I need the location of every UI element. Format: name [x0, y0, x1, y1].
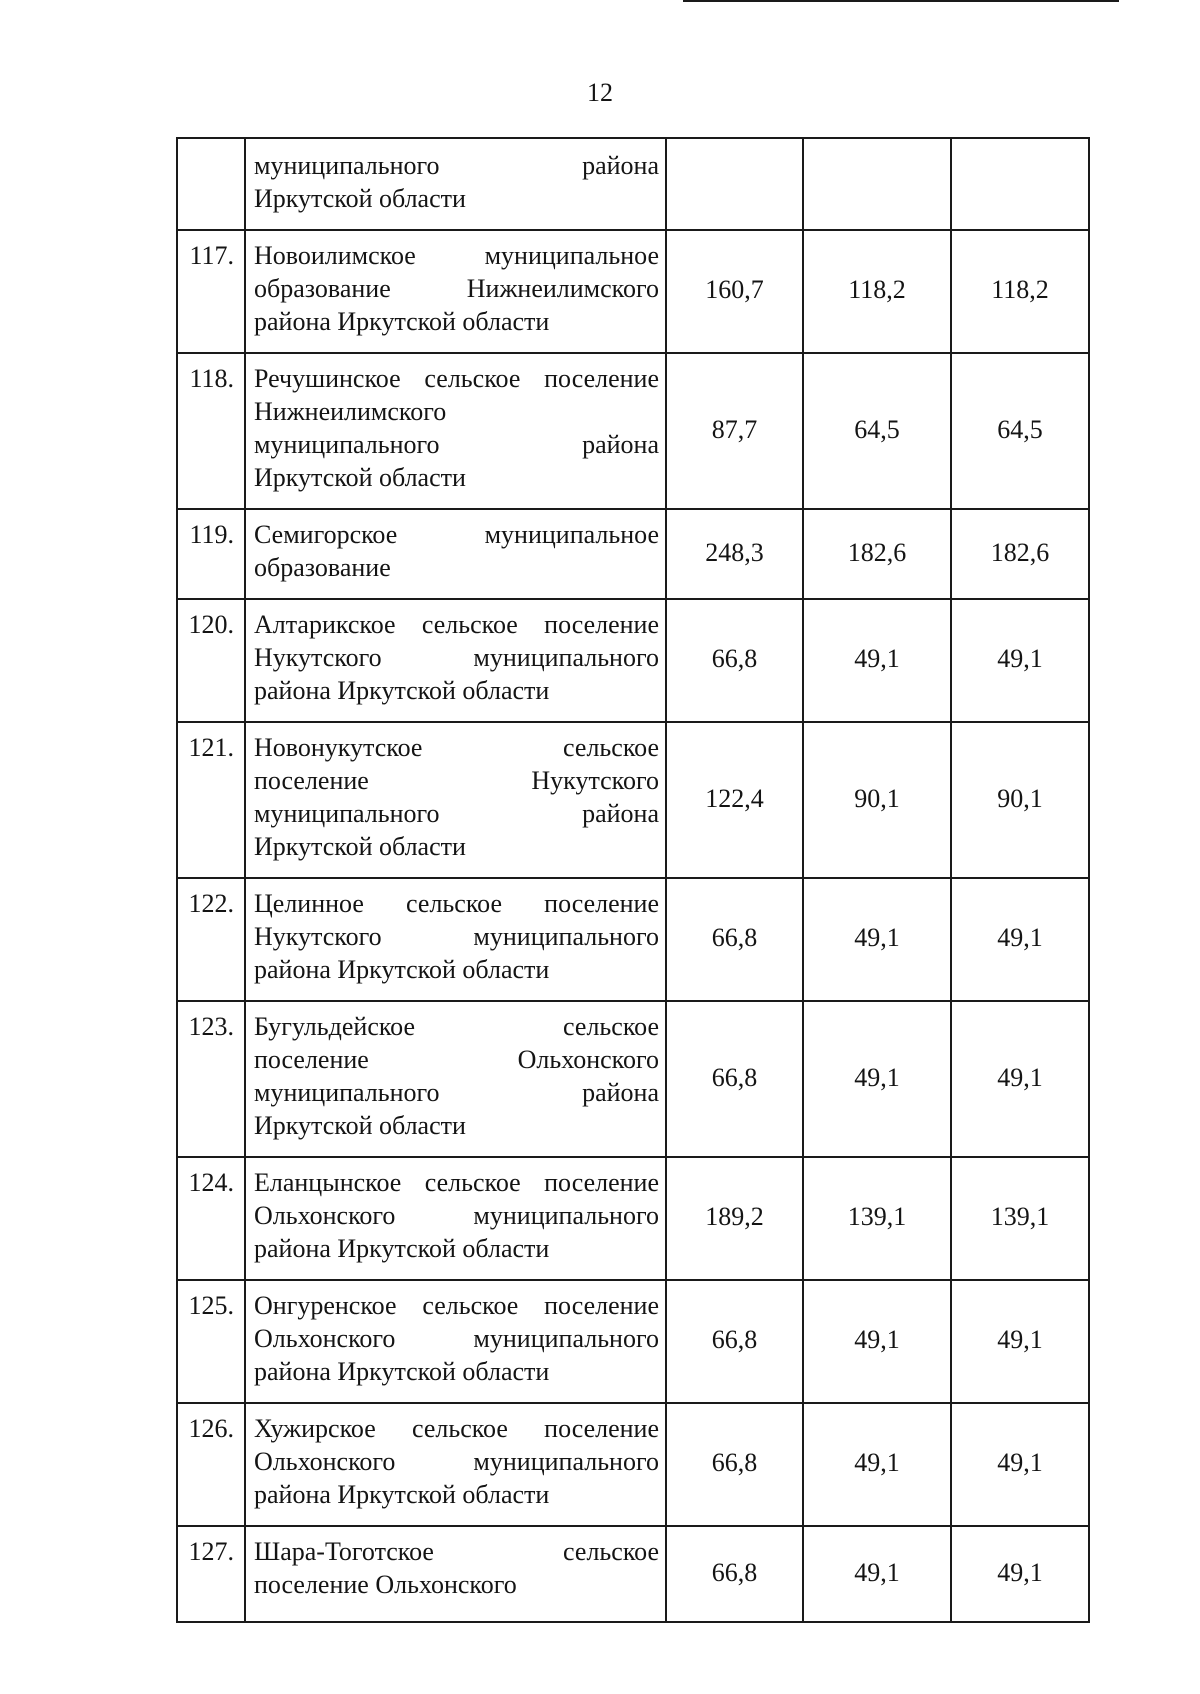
- row-number: 127.: [177, 1526, 245, 1622]
- row-number: 123.: [177, 1001, 245, 1157]
- table-row: [177, 353, 1089, 509]
- municipality-name: [245, 599, 666, 722]
- municipality-name: [245, 878, 666, 1001]
- page-number: 12: [587, 78, 613, 107]
- value-cell-1: 66,8: [666, 878, 803, 1001]
- name-line: поселение Ольхонского: [254, 1570, 517, 1599]
- name-line: муниципального района: [254, 799, 659, 828]
- name-line: Нукутского муниципального: [254, 643, 659, 672]
- name-line: Ольхонского муниципального: [254, 1324, 659, 1353]
- name-line: Онгуренское сельское поселение: [254, 1291, 659, 1320]
- name-line: Иркутской области: [254, 463, 466, 492]
- name-line: образование Нижнеилимского: [254, 274, 659, 303]
- name-line: Нукутского муниципального: [254, 922, 659, 951]
- name-line: района Иркутской области: [254, 676, 550, 705]
- name-line: Бугульдейское сельское: [254, 1012, 659, 1041]
- value-cell-1: 160,7: [666, 230, 803, 353]
- name-line: Нижнеилимского: [254, 397, 447, 426]
- name-line: Хужирское сельское поселение: [254, 1414, 659, 1443]
- municipality-name: [245, 353, 666, 509]
- name-line: Иркутской области: [254, 184, 466, 213]
- value-cell-2: 49,1: [803, 599, 951, 722]
- name-line: Алтарикское сельское поселение: [254, 610, 659, 639]
- value-cell-1: 66,8: [666, 599, 803, 722]
- name-line: района Иркутской области: [254, 1357, 550, 1386]
- value-cell-3: 64,5: [951, 353, 1089, 509]
- value-cell-3: 49,1: [951, 1403, 1089, 1526]
- table-row: [177, 599, 1089, 722]
- name-line: муниципального района: [254, 1078, 659, 1107]
- row-number: 120.: [177, 599, 245, 722]
- municipality-name: [245, 1001, 666, 1157]
- municipality-name: [245, 1280, 666, 1403]
- table-row: [177, 722, 1089, 878]
- header-rule: [683, 0, 1119, 2]
- row-number: 125.: [177, 1280, 245, 1403]
- value-cell-2: 49,1: [803, 1403, 951, 1526]
- table-row: [177, 138, 1089, 230]
- value-cell-1: 66,8: [666, 1526, 803, 1622]
- row-number: 119.: [177, 509, 245, 599]
- table-row: [177, 1403, 1089, 1526]
- name-line: образование: [254, 553, 391, 582]
- value-cell-3: [951, 138, 1089, 230]
- value-cell-2: 90,1: [803, 722, 951, 878]
- name-line: Целинное сельское поселение: [254, 889, 659, 918]
- value-cell-2: 182,6: [803, 509, 951, 599]
- row-number: 121.: [177, 722, 245, 878]
- value-cell-1: 189,2: [666, 1157, 803, 1280]
- value-cell-1: 66,8: [666, 1403, 803, 1526]
- value-cell-3: 49,1: [951, 1001, 1089, 1157]
- municipality-name: [245, 138, 666, 230]
- name-line: Новоилимское муниципальное: [254, 241, 659, 270]
- value-cell-3: 49,1: [951, 1526, 1089, 1622]
- name-line: Ольхонского муниципального: [254, 1201, 659, 1230]
- name-line: Еланцынское сельское поселение: [254, 1168, 659, 1197]
- name-line: муниципального района: [254, 430, 659, 459]
- name-line: района Иркутской области: [254, 307, 550, 336]
- value-cell-3: 90,1: [951, 722, 1089, 878]
- row-number: [177, 138, 245, 230]
- value-cell-3: 49,1: [951, 599, 1089, 722]
- name-line: района Иркутской области: [254, 1234, 550, 1263]
- value-cell-3: 49,1: [951, 1280, 1089, 1403]
- name-line: Ольхонского муниципального: [254, 1447, 659, 1476]
- value-cell-3: 49,1: [951, 878, 1089, 1001]
- value-cell-1: 66,8: [666, 1001, 803, 1157]
- value-cell-1: [666, 138, 803, 230]
- name-line: Речушинское сельское поселение: [254, 364, 659, 393]
- value-cell-3: 118,2: [951, 230, 1089, 353]
- row-number: 126.: [177, 1403, 245, 1526]
- name-line: Новонукутское сельское: [254, 733, 659, 762]
- value-cell-1: 248,3: [666, 509, 803, 599]
- value-cell-1: 87,7: [666, 353, 803, 509]
- municipality-name: [245, 1403, 666, 1526]
- row-number: 122.: [177, 878, 245, 1001]
- value-cell-3: 182,6: [951, 509, 1089, 599]
- value-cell-1: 66,8: [666, 1280, 803, 1403]
- table-row: [177, 509, 1089, 599]
- name-line: Шара-Тоготское сельское: [254, 1537, 659, 1566]
- row-number: 117.: [177, 230, 245, 353]
- value-cell-3: 139,1: [951, 1157, 1089, 1280]
- allocation-table: [176, 137, 1090, 1623]
- table-row: [177, 1157, 1089, 1280]
- name-line: поселение Ольхонского: [254, 1045, 659, 1074]
- value-cell-2: 64,5: [803, 353, 951, 509]
- municipality-name: [245, 1157, 666, 1280]
- row-number: 124.: [177, 1157, 245, 1280]
- name-line: Семигорское муниципальное: [254, 520, 659, 549]
- municipality-name: [245, 230, 666, 353]
- value-cell-2: 118,2: [803, 230, 951, 353]
- table-row: [177, 230, 1089, 353]
- municipality-name: [245, 509, 666, 599]
- name-line: поселение Нукутского: [254, 766, 659, 795]
- name-line: Иркутской области: [254, 1111, 466, 1140]
- table-row: [177, 878, 1089, 1001]
- municipality-name: [245, 1526, 666, 1622]
- table-row: [177, 1001, 1089, 1157]
- name-line: района Иркутской области: [254, 1480, 550, 1509]
- municipality-name: [245, 722, 666, 878]
- value-cell-2: 139,1: [803, 1157, 951, 1280]
- table-body: [177, 138, 1089, 1622]
- value-cell-2: 49,1: [803, 878, 951, 1001]
- value-cell-2: 49,1: [803, 1526, 951, 1622]
- table-row: [177, 1526, 1089, 1622]
- name-line: муниципального района: [254, 151, 659, 180]
- value-cell-1: 122,4: [666, 722, 803, 878]
- name-line: района Иркутской области: [254, 955, 550, 984]
- value-cell-2: 49,1: [803, 1280, 951, 1403]
- value-cell-2: 49,1: [803, 1001, 951, 1157]
- value-cell-2: [803, 138, 951, 230]
- table-row: [177, 1280, 1089, 1403]
- row-number: 118.: [177, 353, 245, 509]
- name-line: Иркутской области: [254, 832, 466, 861]
